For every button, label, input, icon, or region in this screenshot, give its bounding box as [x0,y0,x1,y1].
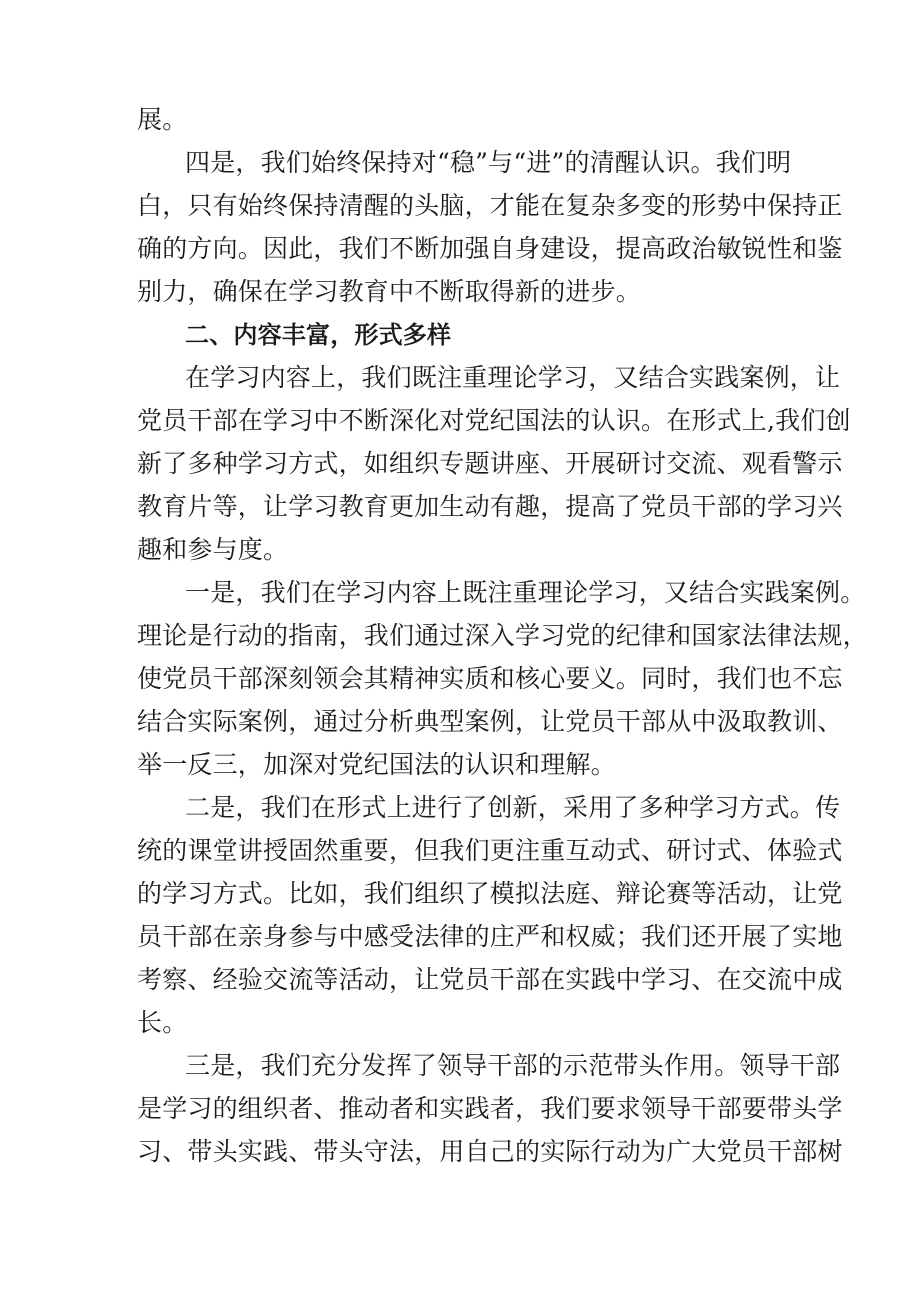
paragraph-first-line: 四是，我们始终保持对“稳”与“进”的清醒认识。我们明 [185,148,792,177]
paragraph-first-line: 在学习内容上，我们既注重理论学习，又结合实践案例，让 [185,363,841,392]
text-line: 趣和参与度。 [137,535,289,564]
text-line: 举一反三，加深对党纪国法的认识和理解。 [137,750,616,779]
paragraph-first-line: 三是，我们充分发挥了领导干部的示范带头作用。领导干部 [185,1051,841,1080]
text-line: 是学习的组织者、推动者和实践者，我们要求领导干部要带头学 [137,1094,843,1123]
text-line: 结合实际案例，通过分析典型案例，让党员干部从中汲取教训、 [137,707,843,736]
paragraph-first-line: 二是，我们在形式上进行了创新，采用了多种学习方式。传 [185,793,841,822]
text-line: 长。 [137,1008,188,1037]
text-line: 展。 [137,105,188,134]
text-line: 新了多种学习方式，如组织专题讲座、开展研讨交流、观看警示 [137,449,843,478]
text-line: 教育片等，让学习教育更加生动有趣，提高了党员干部的学习兴 [137,492,843,521]
text-line: 别力，确保在学习教育中不断取得新的进步。 [137,277,642,306]
section-heading: 二、内容丰富，形式多样 [185,321,452,349]
text-line: 白，只有始终保持清醒的头脑，才能在复杂多变的形势中保持正 [137,191,843,220]
text-line: 考察、经验交流等活动，让党员干部在实践中学习、在交流中成 [137,965,843,994]
text-line: 党员干部在学习中不断深化对党纪国法的认识。在形式上,我们创 [137,406,851,435]
text-line: 确的方向。因此，我们不断加强自身建设，提高政治敏锐性和鉴 [137,234,843,263]
text-line: 的学习方式。比如，我们组织了模拟法庭、辩论赛等活动，让党 [137,879,843,908]
text-line: 员干部在亲身参与中感受法律的庄严和权威；我们还开展了实地 [137,922,843,951]
text-line: 统的课堂讲授固然重要，但我们更注重互动式、研讨式、体验式 [137,836,843,865]
text-line: 习、带头实践、带头守法，用自己的实际行动为广大党员干部树 [137,1137,843,1166]
text-line: 使党员干部深刻领会其精神实质和核心要义。同时，我们也不忘 [137,664,843,693]
paragraph-first-line: 一是，我们在学习内容上既注重理论学习，又结合实践案例。 [185,578,866,607]
text-line: 理论是行动的指南，我们通过深入学习党的纪律和国家法律法规， [137,621,868,650]
